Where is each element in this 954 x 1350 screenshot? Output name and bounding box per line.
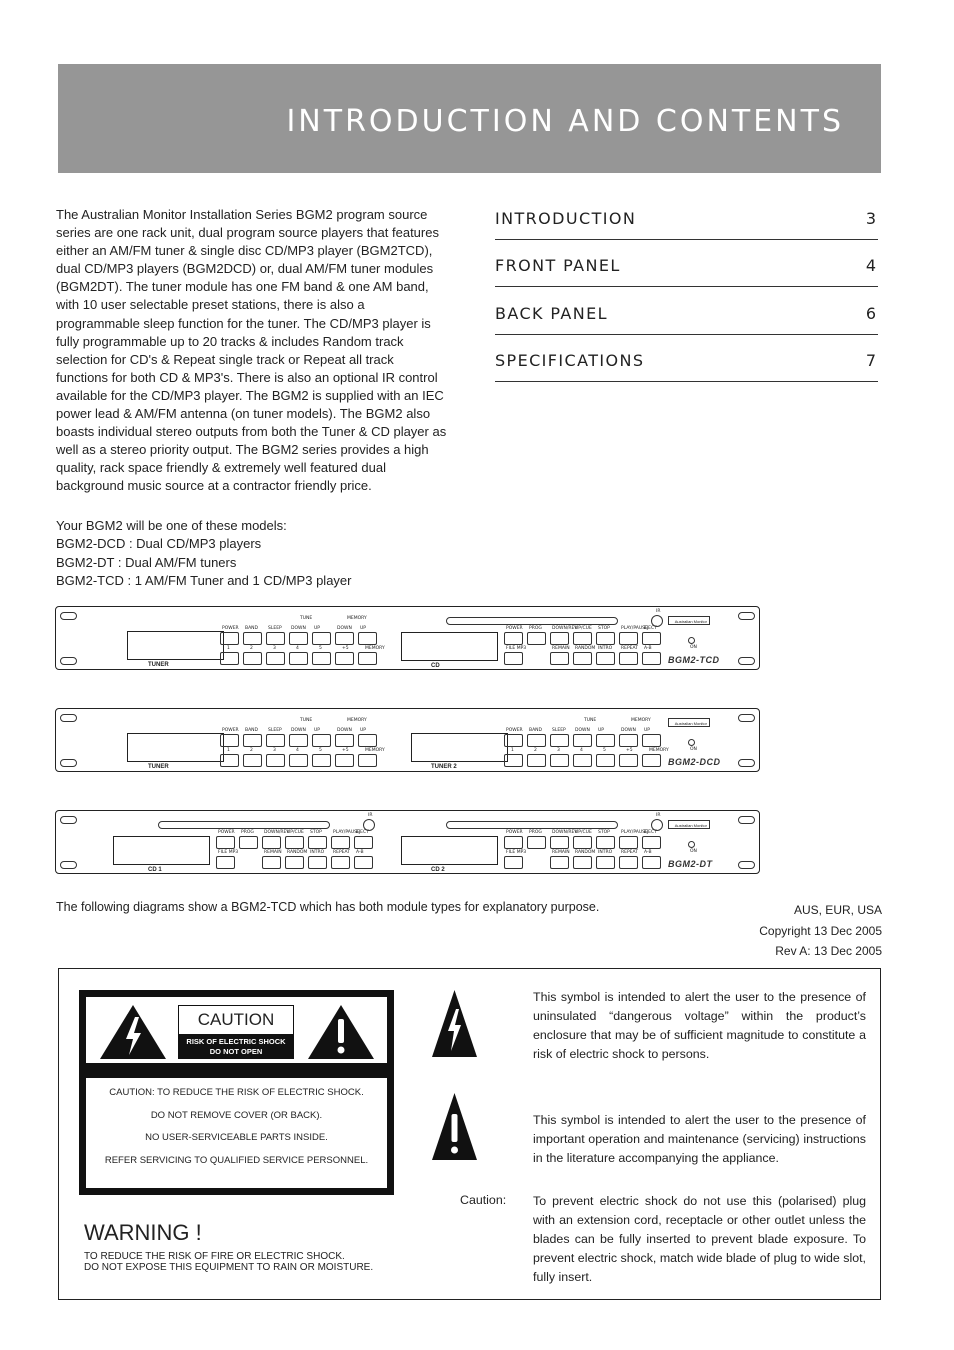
button-label: EJECT — [644, 626, 657, 631]
caution-header — [86, 997, 387, 1063]
preset-button[interactable] — [243, 652, 262, 665]
preset-label: 4 — [296, 748, 299, 753]
toc-label: BACK PANEL — [495, 303, 608, 323]
preset-button[interactable] — [289, 652, 308, 665]
button-label: UP — [598, 728, 605, 733]
cd-button[interactable] — [504, 836, 523, 849]
button-label: DOWN — [575, 728, 590, 733]
warning-block — [84, 1220, 373, 1273]
tuner-button[interactable] — [596, 734, 615, 747]
caution-line: REFER SERVICING TO QUALIFIED SERVICE PERSONNEL. — [104, 1154, 369, 1166]
cd-button[interactable] — [504, 632, 523, 645]
copyright-block — [759, 900, 882, 962]
button-label: FILE MP3 — [506, 646, 527, 651]
tuner-button[interactable] — [504, 734, 523, 747]
ir-label: IR — [368, 813, 373, 818]
ir-sensor — [651, 615, 663, 627]
cd-button[interactable] — [331, 836, 350, 849]
button-label: DOWN — [291, 728, 306, 733]
button-label: DOWN/REV — [264, 830, 290, 835]
preset-button[interactable] — [266, 652, 285, 665]
cd-button[interactable] — [527, 836, 546, 849]
tuner-button[interactable] — [619, 734, 638, 747]
preset-label: 4 — [296, 646, 299, 651]
button-label: UP/CUE — [575, 830, 592, 835]
caution-title: CAUTION — [178, 1005, 294, 1035]
button-label: DOWN/REV — [552, 626, 578, 631]
on-label: ON — [690, 747, 697, 752]
preset-label: MEMORY — [365, 748, 385, 753]
tuner-button[interactable] — [335, 632, 354, 645]
preset-button[interactable] — [642, 754, 661, 767]
tuner-button[interactable] — [358, 734, 377, 747]
brand-logo: Australian Monitor — [668, 820, 710, 829]
button-label: RANDOM — [575, 646, 596, 651]
cd-button[interactable] — [354, 856, 373, 869]
toc-page: 4 — [865, 256, 876, 275]
brand-logo: Australian Monitor — [668, 616, 710, 625]
button-label: UP — [644, 728, 651, 733]
cd-button[interactable] — [619, 652, 638, 665]
tune-group-label: TUNE — [300, 718, 313, 723]
preset-button[interactable] — [266, 754, 285, 767]
toc-page: 6 — [865, 303, 876, 323]
button-label: PROG — [529, 830, 542, 835]
tuner-button[interactable] — [220, 632, 239, 645]
warning-line: TO REDUCE THE RISK OF FIRE OR ELECTRIC SHOCK. — [84, 1251, 345, 1262]
button-label: BAND — [245, 626, 258, 631]
button-label: DOWN — [291, 626, 306, 631]
warning-title: WARNING ! — [84, 1220, 202, 1245]
display-window — [401, 632, 498, 661]
toc-entry[interactable] — [495, 335, 878, 383]
preset-label: MEMORY — [365, 646, 385, 651]
toc-entry[interactable] — [495, 287, 878, 335]
mounting-hole-icon — [60, 657, 77, 665]
preset-button[interactable] — [220, 652, 239, 665]
cd-button[interactable] — [619, 632, 638, 645]
on-label: ON — [690, 849, 697, 854]
cd-button[interactable] — [573, 652, 592, 665]
model-badge: BGM2-DT — [668, 859, 713, 869]
toc-label: INTRODUCTION — [495, 208, 637, 228]
tuner-button[interactable] — [289, 632, 308, 645]
cd-button[interactable] — [642, 836, 661, 849]
toc-label: SPECIFICATIONS — [495, 351, 645, 370]
cd-button[interactable] — [550, 856, 569, 869]
tuner-button[interactable] — [550, 734, 569, 747]
caution-subtitle-1: RISK OF ELECTRIC SHOCK — [186, 1037, 286, 1046]
mounting-hole-icon — [738, 816, 755, 824]
caution-line: CAUTION: TO REDUCE THE RISK OF ELECTRIC SHOCK. — [109, 1087, 364, 1098]
preset-label: +5 — [626, 748, 633, 753]
preset-button[interactable] — [358, 652, 377, 665]
mounting-hole-icon — [738, 759, 755, 767]
tuner-button[interactable] — [573, 734, 592, 747]
preset-label: +5 — [342, 646, 349, 651]
preset-button[interactable] — [289, 754, 308, 767]
preset-label: +5 — [342, 748, 349, 753]
cd-button[interactable] — [619, 856, 638, 869]
preset-button[interactable] — [335, 652, 354, 665]
button-label: UP — [360, 626, 367, 631]
cd-button[interactable] — [573, 856, 592, 869]
button-label: PLAY/PAUSE — [621, 626, 648, 631]
button-label: POWER — [506, 830, 523, 835]
cd-button[interactable] — [239, 836, 258, 849]
preset-button[interactable] — [619, 754, 638, 767]
button-label: DOWN — [337, 626, 352, 631]
tuner-button[interactable] — [335, 734, 354, 747]
preset-button[interactable] — [220, 754, 239, 767]
caution-subtitle — [178, 1035, 294, 1059]
cd-button[interactable] — [285, 836, 304, 849]
button-label: DOWN — [337, 728, 352, 733]
button-label: REPEAT — [621, 850, 639, 855]
preset-button[interactable] — [504, 754, 523, 767]
warning-line: DO NOT EXPOSE THIS EQUIPMENT TO RAIN OR MOISTURE. — [84, 1262, 374, 1273]
button-label: BAND — [245, 728, 258, 733]
preset-button[interactable] — [243, 754, 262, 767]
caution-label-graphic — [79, 990, 394, 1195]
button-label: DOWN — [621, 728, 636, 733]
mounting-hole-icon — [738, 612, 755, 620]
cd-button[interactable] — [308, 836, 327, 849]
cd-button[interactable] — [216, 856, 235, 869]
cd-button[interactable] — [596, 836, 615, 849]
mounting-hole-icon — [60, 714, 77, 722]
preset-button[interactable] — [358, 754, 377, 767]
preset-label: 1 — [511, 748, 514, 753]
button-label: SLEEP — [552, 728, 566, 733]
model-item: BGM2-DCD : Dual CD/MP3 players — [56, 536, 262, 552]
preset-label: 3 — [273, 748, 276, 753]
preset-label: 2 — [250, 646, 253, 651]
cd-button[interactable] — [504, 652, 523, 665]
ir-label: IR — [656, 813, 661, 818]
preset-button[interactable] — [335, 754, 354, 767]
button-label: REMAIN — [264, 850, 282, 855]
button-label: POWER — [222, 728, 239, 733]
button-label: SLEEP — [268, 626, 282, 631]
rack-unit — [55, 810, 760, 874]
tuner-button[interactable] — [289, 734, 308, 747]
memory-group-label: MEMORY — [347, 616, 367, 621]
mounting-hole-icon — [60, 816, 77, 824]
model-badge: BGM2-TCD — [668, 655, 720, 665]
cd-button[interactable] — [308, 856, 327, 869]
cd-button[interactable] — [262, 856, 281, 869]
button-label: UP/CUE — [575, 626, 592, 631]
module-label: CD — [431, 663, 440, 669]
voltage-symbol-text: This symbol is intended to alert the user to the presence of uninsulated “dangerous voltage” within the product’s enclosure that may be of sufficient magnitude to constitute a risk of electric shock to persons. — [533, 990, 866, 1061]
preset-label: 2 — [534, 748, 537, 753]
ir-sensor — [363, 819, 375, 831]
power-led-icon — [688, 637, 695, 644]
tune-group-label: TUNE — [584, 718, 597, 723]
exclamation-symbol-text: This symbol is intended to alert the user to the presence of important operation and maintenance (servicing) instructions in the literature accompanying the appliance. — [533, 1113, 866, 1165]
region-text: AUS, EUR, USA — [793, 903, 882, 917]
tuner-button[interactable] — [266, 734, 285, 747]
button-label: STOP — [598, 830, 610, 835]
button-label: PROG — [241, 830, 254, 835]
toc-entry[interactable] — [495, 240, 878, 288]
cd-button[interactable] — [550, 836, 569, 849]
table-of-contents — [495, 192, 878, 382]
memory-group-label: MEMORY — [631, 718, 651, 723]
preset-label: 5 — [603, 748, 606, 753]
cd-button[interactable] — [573, 836, 592, 849]
preset-label: 4 — [580, 748, 583, 753]
preset-label: 5 — [319, 748, 322, 753]
button-label: STOP — [598, 626, 610, 631]
mounting-hole-icon — [60, 861, 77, 869]
ir-sensor — [651, 819, 663, 831]
toc-page: 3 — [865, 208, 876, 228]
preset-label: 1 — [227, 646, 230, 651]
cd-button[interactable] — [573, 632, 592, 645]
module-label: TUNER — [148, 662, 169, 668]
mounting-hole-icon — [738, 657, 755, 665]
button-label: EJECT — [644, 830, 657, 835]
tuner-button[interactable] — [312, 632, 331, 645]
button-label: UP — [314, 728, 321, 733]
button-label: STOP — [310, 830, 322, 835]
button-label: REPEAT — [333, 850, 351, 855]
tune-group-label: TUNE — [300, 616, 313, 621]
title-banner — [58, 64, 881, 173]
button-label: RANDOM — [287, 850, 308, 855]
button-label: RANDOM — [575, 850, 596, 855]
cd-button[interactable] — [550, 632, 569, 645]
preset-label: 2 — [250, 748, 253, 753]
caution-plug-label: Caution: — [460, 1193, 507, 1207]
toc-label: FRONT PANEL — [495, 256, 621, 275]
button-label: UP — [314, 626, 321, 631]
module-label: CD 2 — [431, 867, 445, 873]
preset-label: 3 — [273, 646, 276, 651]
caution-subtitle-2: DO NOT OPEN — [209, 1047, 263, 1056]
button-label: A-B — [644, 850, 652, 855]
model-badge: BGM2-DCD — [668, 757, 721, 767]
mounting-hole-icon — [738, 714, 755, 722]
ir-label: IR — [656, 609, 661, 614]
button-label: REPEAT — [621, 646, 639, 651]
tuner-button[interactable] — [266, 632, 285, 645]
memory-group-label: MEMORY — [347, 718, 367, 723]
mounting-hole-icon — [738, 861, 755, 869]
intro-paragraph: The Australian Monitor Installation Series BGM2 program source series are one rack unit, dual program source players that features either an AM/FM tuner & single disc CD/MP3 player (BGM2TCD), dual CD/MP3 players (BGM2DCD) or, dual AM/FM tuner modules (BGM2DT). The tuner module has one FM band & one AM band, with 10 user selectable preset stations, there is also a programmable sleep function for the tuner. The CD/MP3 player is fully programmable up to 20 tracks & includes Random track selection for CD's & Repeat single track or Repeat all track functions for both CD & MP3's. There is also an optional IR control available for the CD/MP3 player. The BGM2 is supplied with an IEC power lead & AM/FM antenna (on tuner models). The BGM2 also boasts individual stereo outputs from both the Tuner & CD player as well as a stereo priority output. The BGM2 series provides a high quality, rack space friendly & extremely well featured dual background music source at a contractor friendly price. — [56, 207, 447, 494]
cd-button[interactable] — [642, 632, 661, 645]
page-title: INTRODUCTION AND CONTENTS — [286, 104, 844, 139]
module-label: TUNER 2 — [431, 764, 457, 770]
caution-line: DO NOT REMOVE COVER (OR BACK). — [150, 1109, 323, 1121]
module-label: TUNER — [148, 764, 169, 770]
button-label: A-B — [356, 850, 364, 855]
caution-line: NO USER-SERVICEABLE PARTS INSIDE. — [145, 1132, 328, 1143]
cd-button[interactable] — [285, 856, 304, 869]
preset-button[interactable] — [573, 754, 592, 767]
tuner-button[interactable] — [312, 734, 331, 747]
button-label: FILE MP3 — [218, 850, 239, 855]
tuner-button[interactable] — [642, 734, 661, 747]
rack-unit — [55, 708, 760, 772]
exclamation-triangle-icon — [306, 1003, 376, 1061]
disc-slot — [446, 617, 618, 625]
display-window — [127, 733, 224, 762]
exclamation-triangle-icon — [431, 1092, 478, 1162]
module-label: CD 1 — [148, 867, 162, 873]
button-label: REMAIN — [552, 850, 570, 855]
button-label: INTRO — [598, 646, 613, 651]
button-label: A-B — [644, 646, 652, 651]
display-window — [127, 631, 224, 660]
button-label: POWER — [222, 626, 239, 631]
cd-button[interactable] — [216, 836, 235, 849]
display-window — [401, 836, 498, 865]
button-label: FILE MP3 — [506, 850, 527, 855]
preset-button[interactable] — [312, 754, 331, 767]
power-led-icon — [688, 841, 695, 848]
button-label: EJECT — [356, 830, 369, 835]
power-led-icon — [688, 739, 695, 746]
cd-button[interactable] — [642, 856, 661, 869]
preset-button[interactable] — [527, 754, 546, 767]
diagram-note: The following diagrams show a BGM2-TCD which has both module types for explanatory purpose. — [56, 900, 600, 914]
cd-button[interactable] — [262, 836, 281, 849]
mounting-hole-icon — [60, 612, 77, 620]
preset-button[interactable] — [550, 754, 569, 767]
cd-button[interactable] — [596, 856, 615, 869]
lightning-triangle-icon — [98, 1003, 168, 1061]
cd-button[interactable] — [550, 652, 569, 665]
tuner-button[interactable] — [243, 632, 262, 645]
toc-entry[interactable] — [495, 192, 878, 240]
cd-button[interactable] — [504, 856, 523, 869]
preset-label: 3 — [557, 748, 560, 753]
button-label: BAND — [529, 728, 542, 733]
rack-unit — [55, 606, 760, 670]
tuner-button[interactable] — [243, 734, 262, 747]
button-label: REMAIN — [552, 646, 570, 651]
cd-button[interactable] — [619, 836, 638, 849]
models-list — [56, 517, 456, 590]
tuner-button[interactable] — [358, 632, 377, 645]
button-label: PROG — [529, 626, 542, 631]
button-label: UP/CUE — [287, 830, 304, 835]
disc-slot — [446, 821, 618, 829]
revision-text: Rev A: 13 Dec 2005 — [775, 944, 882, 958]
preset-label: 5 — [319, 646, 322, 651]
button-label: POWER — [506, 728, 523, 733]
display-window — [411, 733, 508, 762]
tuner-button[interactable] — [527, 734, 546, 747]
button-label: INTRO — [598, 850, 613, 855]
disc-slot — [158, 821, 330, 829]
on-label: ON — [690, 645, 697, 650]
copyright-text: Copyright 13 Dec 2005 — [759, 923, 882, 938]
cd-button[interactable] — [596, 632, 615, 645]
mounting-hole-icon — [60, 759, 77, 767]
preset-label: 1 — [227, 748, 230, 753]
button-label: PLAY/PAUSE — [333, 830, 360, 835]
display-window — [113, 836, 210, 865]
tuner-button[interactable] — [220, 734, 239, 747]
button-label: PLAY/PAUSE — [621, 830, 648, 835]
button-label: UP — [360, 728, 367, 733]
preset-button[interactable] — [312, 652, 331, 665]
button-label: POWER — [218, 830, 235, 835]
cd-button[interactable] — [527, 632, 546, 645]
button-label: INTRO — [310, 850, 325, 855]
model-item: BGM2-DT : Dual AM/FM tuners — [56, 554, 237, 570]
button-label: POWER — [506, 626, 523, 631]
cd-button[interactable] — [642, 652, 661, 665]
cd-button[interactable] — [596, 652, 615, 665]
model-item: BGM2-TCD : 1 AM/FM Tuner and 1 CD/MP3 player — [56, 572, 352, 588]
models-heading: Your BGM2 will be one of these models: — [56, 518, 287, 533]
lightning-triangle-icon — [431, 989, 478, 1059]
button-label: SLEEP — [268, 728, 282, 733]
preset-label: MEMORY — [649, 748, 669, 753]
preset-button[interactable] — [596, 754, 615, 767]
caution-instructions — [86, 1078, 387, 1188]
cd-button[interactable] — [331, 856, 350, 869]
toc-page: 7 — [865, 351, 876, 370]
caution-plug-text: To prevent electric shock do not use this (polarised) plug with an extension cord, receptacle or other outlet unless the blades can be fully inserted to prevent blade exposure. To prevent electric shock, match wide blade of plug to wide slot, fully insert. — [533, 1194, 866, 1284]
cd-button[interactable] — [354, 836, 373, 849]
brand-logo: Australian Monitor — [668, 718, 710, 727]
button-label: DOWN/REV — [552, 830, 578, 835]
